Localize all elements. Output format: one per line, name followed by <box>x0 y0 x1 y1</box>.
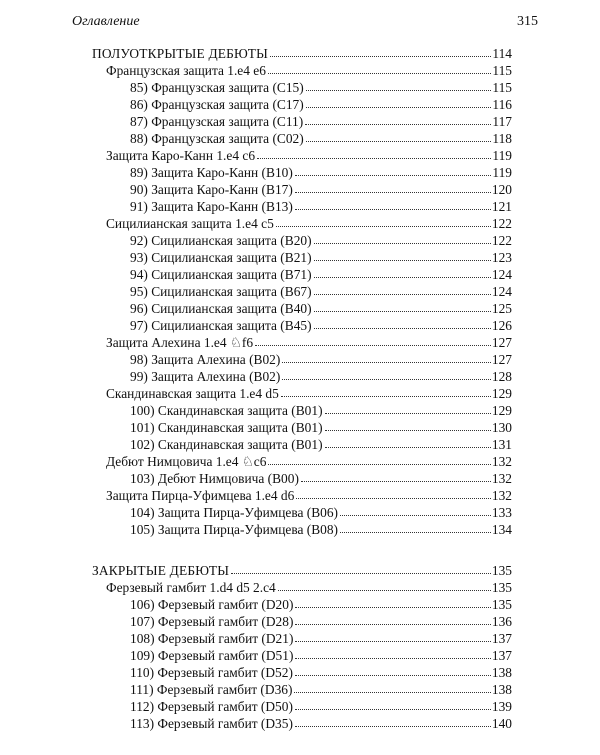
game-entry-title: 92) Сицилианская защита (B20) <box>130 233 312 248</box>
opening-entry-title: Французская защита 1.e4 e6 <box>106 63 266 78</box>
section-heading-page: 135 <box>491 563 512 578</box>
game-entry <box>130 316 512 333</box>
dot-leader <box>325 430 491 431</box>
game-entry-title: 102) Скандинавская защита (B01) <box>130 437 323 452</box>
game-entry-title: 108) Ферзевый гамбит (D21) <box>130 631 294 646</box>
dot-leader <box>296 498 491 499</box>
game-entry-title: 110) Ферзевый гамбит (D52) <box>130 665 293 680</box>
dot-leader <box>282 362 491 363</box>
game-entry-title: 104) Защита Пирца-Уфимцева (B06) <box>130 505 339 520</box>
game-entry-title: 95) Сицилианская защита (B67) <box>130 284 312 299</box>
page-number: 315 <box>517 14 538 29</box>
game-entry-page: 129 <box>491 403 512 418</box>
game-entry-title: 96) Сицилианская защита (B40) <box>130 301 312 316</box>
dot-leader <box>295 192 491 193</box>
game-entry-page: 135 <box>491 597 512 612</box>
opening-entry <box>106 486 512 503</box>
dot-leader <box>314 294 491 295</box>
game-entry-page: 121 <box>491 199 512 214</box>
dot-leader <box>325 447 491 448</box>
game-entry <box>130 248 512 265</box>
game-entry-page: 119 <box>492 165 512 180</box>
game-entry-title: 106) Ферзевый гамбит (D20) <box>130 597 294 612</box>
opening-entry-page: 122 <box>491 216 512 231</box>
game-entry-page: 138 <box>491 665 512 680</box>
table-of-contents <box>0 44 600 755</box>
section-heading-title: ПОЛУОТКРЫТЫЕ ДЕБЮТЫ <box>92 46 268 61</box>
game-entry-page: 134 <box>491 522 512 537</box>
game-entry-page: 118 <box>492 131 512 146</box>
game-entry-title: 107) Ферзевый гамбит (D28) <box>130 614 294 629</box>
game-entry <box>130 129 512 146</box>
game-entry-page: 132 <box>491 471 512 486</box>
game-entry <box>130 612 512 629</box>
dot-leader <box>295 658 490 659</box>
dot-leader <box>325 413 491 414</box>
game-entry-title: 101) Скандинавская защита (B01) <box>130 420 323 435</box>
game-entry <box>130 595 512 612</box>
game-entry-page: 120 <box>491 182 512 197</box>
game-entry-title: 103) Дебют Нимцовича (B00) <box>130 471 299 486</box>
dot-leader <box>257 158 491 159</box>
dot-leader <box>295 726 491 727</box>
opening-entry-title: Сицилианская защита 1.e4 c5 <box>106 216 274 231</box>
game-entry <box>130 469 512 486</box>
dot-leader <box>314 311 491 312</box>
game-entry <box>130 680 512 697</box>
opening-entry-title: Скандинавская защита 1.e4 d5 <box>106 386 279 401</box>
game-entry-title: 88) Французская защита (C02) <box>130 131 304 146</box>
game-entry <box>130 646 512 663</box>
game-entry-page: 124 <box>491 284 512 299</box>
game-entry <box>130 367 512 384</box>
game-entry-page: 136 <box>491 614 512 629</box>
opening-entry-page: 119 <box>492 148 512 163</box>
game-entry-page: 117 <box>492 114 512 129</box>
game-entry <box>130 112 512 129</box>
game-entry-page: 138 <box>491 682 512 697</box>
dot-leader <box>294 692 490 693</box>
toc-section <box>0 44 600 537</box>
game-entry-title: 109) Ферзевый гамбит (D51) <box>130 648 294 663</box>
section-heading <box>92 44 512 61</box>
game-entry-page: 116 <box>492 97 512 112</box>
opening-entry <box>106 452 512 469</box>
game-entry-title: 85) Французская защита (C15) <box>130 80 304 95</box>
game-entry-title: 100) Скандинавская защита (B01) <box>130 403 323 418</box>
game-entry <box>130 78 512 95</box>
opening-entry-page: 127 <box>491 335 512 350</box>
running-header <box>72 14 538 30</box>
dot-leader <box>278 590 491 591</box>
game-entry-page: 125 <box>491 301 512 316</box>
game-entry-title: 99) Защита Алехина (B02) <box>130 369 281 384</box>
dot-leader <box>340 515 491 516</box>
game-entry-page: 128 <box>491 369 512 384</box>
game-entry <box>130 231 512 248</box>
game-entry-title: 112) Ферзевый гамбит (D50) <box>130 699 293 714</box>
game-entry-title: 89) Защита Каро-Канн (B10) <box>130 165 293 180</box>
game-entry <box>130 435 512 452</box>
opening-entry-page: 129 <box>491 386 512 401</box>
game-entry-page: 137 <box>491 648 512 663</box>
opening-entry-title: Защита Каро-Канн 1.e4 c6 <box>106 148 256 163</box>
opening-entry <box>106 146 512 163</box>
dot-leader <box>301 481 491 482</box>
game-entry-page: 126 <box>491 318 512 333</box>
opening-entry-title: Защита Пирца-Уфимцева 1.e4 d6 <box>106 488 295 503</box>
game-entry-title: 113) Ферзевый гамбит (D35) <box>130 716 293 731</box>
section-heading <box>92 561 512 578</box>
game-entry <box>130 663 512 680</box>
opening-entry <box>106 61 512 78</box>
opening-entry <box>106 333 512 350</box>
game-entry-title: 87) Французская защита (C11) <box>130 114 304 129</box>
dot-leader <box>295 641 490 642</box>
dot-leader <box>295 175 491 176</box>
game-entry <box>130 418 512 435</box>
game-entry <box>130 629 512 646</box>
opening-entry-page: 132 <box>491 488 512 503</box>
game-entry-page: 137 <box>491 631 512 646</box>
game-entry-page: 131 <box>491 437 512 452</box>
dot-leader <box>306 141 491 142</box>
game-entry <box>130 714 512 731</box>
game-entry-page: 124 <box>491 267 512 282</box>
game-entry <box>130 197 512 214</box>
dot-leader <box>282 379 491 380</box>
game-entry-title: 93) Сицилианская защита (B21) <box>130 250 312 265</box>
opening-entry-page: 132 <box>491 454 512 469</box>
dot-leader <box>268 73 491 74</box>
opening-entry-title: Ферзевый гамбит 1.d4 d5 2.c4 <box>106 580 276 595</box>
dot-leader <box>295 624 490 625</box>
game-entry-page: 123 <box>491 250 512 265</box>
dot-leader <box>340 532 491 533</box>
dot-leader <box>295 607 490 608</box>
game-entry <box>130 95 512 112</box>
dot-leader <box>305 124 491 125</box>
game-entry-page: 140 <box>491 716 512 731</box>
game-entry <box>130 163 512 180</box>
game-entry-page: 115 <box>492 80 512 95</box>
game-entry-title: 97) Сицилианская защита (B45) <box>130 318 312 333</box>
running-title: Оглавление <box>72 14 140 29</box>
game-entry-page: 130 <box>491 420 512 435</box>
section-heading-page: 114 <box>492 46 512 61</box>
game-entry <box>130 265 512 282</box>
dot-leader <box>306 90 491 91</box>
game-entry-title: 105) Защита Пирца-Уфимцева (B08) <box>130 522 339 537</box>
game-entry-title: 111) Ферзевый гамбит (D36) <box>130 682 293 697</box>
dot-leader <box>306 107 491 108</box>
dot-leader <box>295 675 491 676</box>
opening-entry-title: Защита Алехина 1.e4 ♘f6 <box>106 335 254 350</box>
game-entry-page: 122 <box>491 233 512 248</box>
opening-entry <box>106 214 512 231</box>
dot-leader <box>295 709 491 710</box>
dot-leader <box>270 56 491 57</box>
dot-leader <box>314 260 491 261</box>
game-entry-title: 94) Сицилианская защита (B71) <box>130 267 312 282</box>
game-entry <box>130 299 512 316</box>
game-entry <box>130 282 512 299</box>
opening-entry <box>106 578 512 595</box>
game-entry <box>130 350 512 367</box>
game-entry-title: 91) Защита Каро-Канн (B13) <box>130 199 293 214</box>
game-entry <box>130 503 512 520</box>
dot-leader <box>276 226 491 227</box>
dot-leader <box>314 277 491 278</box>
section-heading-title: ЗАКРЫТЫЕ ДЕБЮТЫ <box>92 563 230 578</box>
game-entry <box>130 520 512 537</box>
dot-leader <box>268 464 490 465</box>
toc-section <box>0 561 600 731</box>
game-entry-page: 127 <box>491 352 512 367</box>
game-entry <box>130 697 512 714</box>
game-entry-page: 133 <box>491 505 512 520</box>
game-entry-title: 90) Защита Каро-Канн (B17) <box>130 182 293 197</box>
game-entry <box>130 180 512 197</box>
dot-leader <box>295 209 491 210</box>
game-entry-title: 98) Защита Алехина (B02) <box>130 352 281 367</box>
dot-leader <box>231 573 491 574</box>
opening-entry-page: 115 <box>492 63 512 78</box>
opening-entry-title: Дебют Нимцовича 1.e4 ♘c6 <box>106 454 267 469</box>
game-entry <box>130 401 512 418</box>
opening-entry <box>106 384 512 401</box>
game-entry-title: 86) Французская защита (C17) <box>130 97 304 112</box>
game-entry-page: 139 <box>491 699 512 714</box>
dot-leader <box>281 396 491 397</box>
dot-leader <box>255 345 491 346</box>
opening-entry-page: 135 <box>491 580 512 595</box>
dot-leader <box>314 328 491 329</box>
dot-leader <box>314 243 491 244</box>
